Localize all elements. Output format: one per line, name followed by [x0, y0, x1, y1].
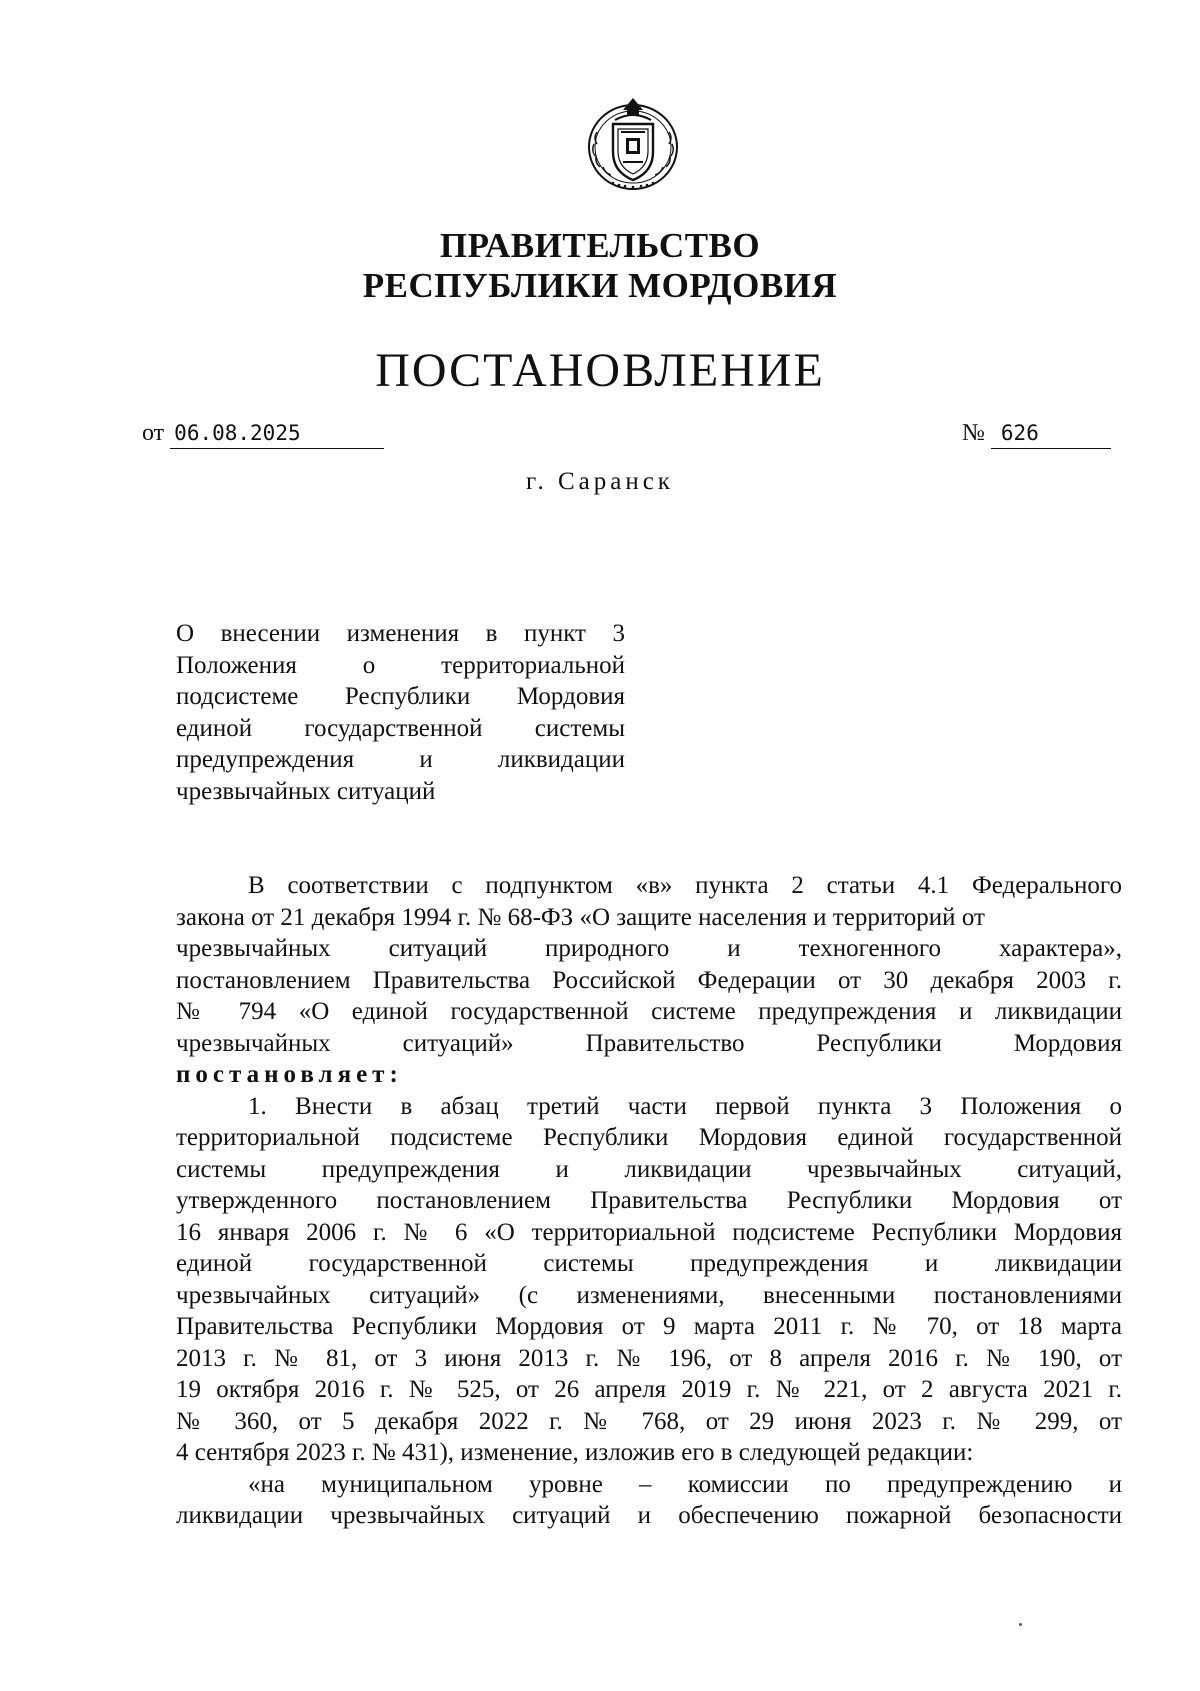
city-line: г. Саранск: [526, 468, 674, 495]
scan-speck: [1019, 1623, 1022, 1626]
body-line-resolves: постановляет:: [176, 1061, 403, 1088]
body-line: Правительства Республики Мордовия от 9 марта 2011 г. № 70, от 18 марта: [176, 1313, 1122, 1340]
government-title-line-2: РЕСПУБЛИКИ МОРДОВИЯ: [362, 266, 838, 305]
body-line: 4 сентября 2023 г. № 431), изменение, изложив его в следующей редакции:: [176, 1439, 974, 1466]
date-prefix: от: [142, 420, 165, 446]
body-line: № 360, от 5 декабря 2022 г. № 768, от 29 июня 2023 г. № 299, от: [176, 1407, 1122, 1435]
body-line: № 794 «О единой государственной системе предупреждения и ликвидации: [176, 998, 1122, 1025]
body-line: единой государственной системы предупреждения и ликвидации: [176, 1250, 1122, 1277]
number-value: 626: [991, 418, 1111, 449]
body-line: 16 января 2006 г. № 6 «О территориальной подсистеме Республики Мордовия: [176, 1218, 1122, 1246]
body-line: В соответствии с подпунктом «в» пункта 2 статьи 4.1 Федерального: [248, 872, 1122, 899]
subject-line: О внесении изменения в пункт 3: [176, 620, 625, 647]
subject-line: единой государственной системы: [176, 714, 625, 742]
body-line: чрезвычайных ситуаций» Правительство Республики Мордовия: [176, 1029, 1122, 1057]
subject-block: [176, 618, 625, 807]
coat-of-arms-emblem: [583, 92, 683, 192]
body-line: закона от 21 декабря 1994 г. № 68-ФЗ «О защите населения и территорий от: [176, 903, 985, 931]
body-line: 19 октября 2016 г. № 525, от 26 апреля 2019 г. № 221, от 2 августа 2021 г.: [176, 1376, 1122, 1403]
body-line: утвержденного постановлением Правительства Республики Мордовия от: [176, 1187, 1122, 1214]
body-line: постановлением Правительства Российской Федерации от 30 декабря 2003 г.: [176, 966, 1122, 994]
body-line: ликвидации чрезвычайных ситуаций и обеспечению пожарной безопасности: [176, 1502, 1122, 1529]
date-field: [142, 418, 384, 449]
body-text: [176, 870, 1122, 1532]
subject-line: чрезвычайных ситуаций: [176, 777, 436, 805]
body-line: 1. Внести в абзац третий части первой пункта 3 Положения о: [248, 1092, 1122, 1120]
subject-line: подсистеме Республики Мордовия: [176, 683, 625, 710]
body-line: системы предупреждения и ликвидации чрезвычайных ситуаций,: [176, 1155, 1122, 1183]
number-prefix: №: [962, 420, 985, 446]
body-line: 2013 г. № 81, от 3 июня 2013 г. № 196, от 8 апреля 2016 г. № 190, от: [176, 1344, 1122, 1372]
document-number-field: [962, 418, 1111, 449]
body-line: чрезвычайных ситуаций» (с изменениями, внесенными постановлениями: [176, 1281, 1122, 1309]
body-line: «на муниципальном уровне – комиссии по предупреждению и: [248, 1470, 1122, 1498]
date-value: 06.08.2025: [170, 418, 384, 449]
body-line: территориальной подсистеме Республики Мордовия единой государственной: [176, 1124, 1122, 1151]
body-line: чрезвычайных ситуаций природного и техногенного характера»,: [176, 935, 1122, 962]
subject-line: Положения о территориальной: [176, 651, 625, 679]
subject-line: предупреждения и ликвидации: [176, 746, 625, 773]
government-title-line-1: ПРАВИТЕЛЬСТВО: [439, 226, 761, 265]
document-type-title: ПОСТАНОВЛЕНИЕ: [375, 344, 825, 397]
